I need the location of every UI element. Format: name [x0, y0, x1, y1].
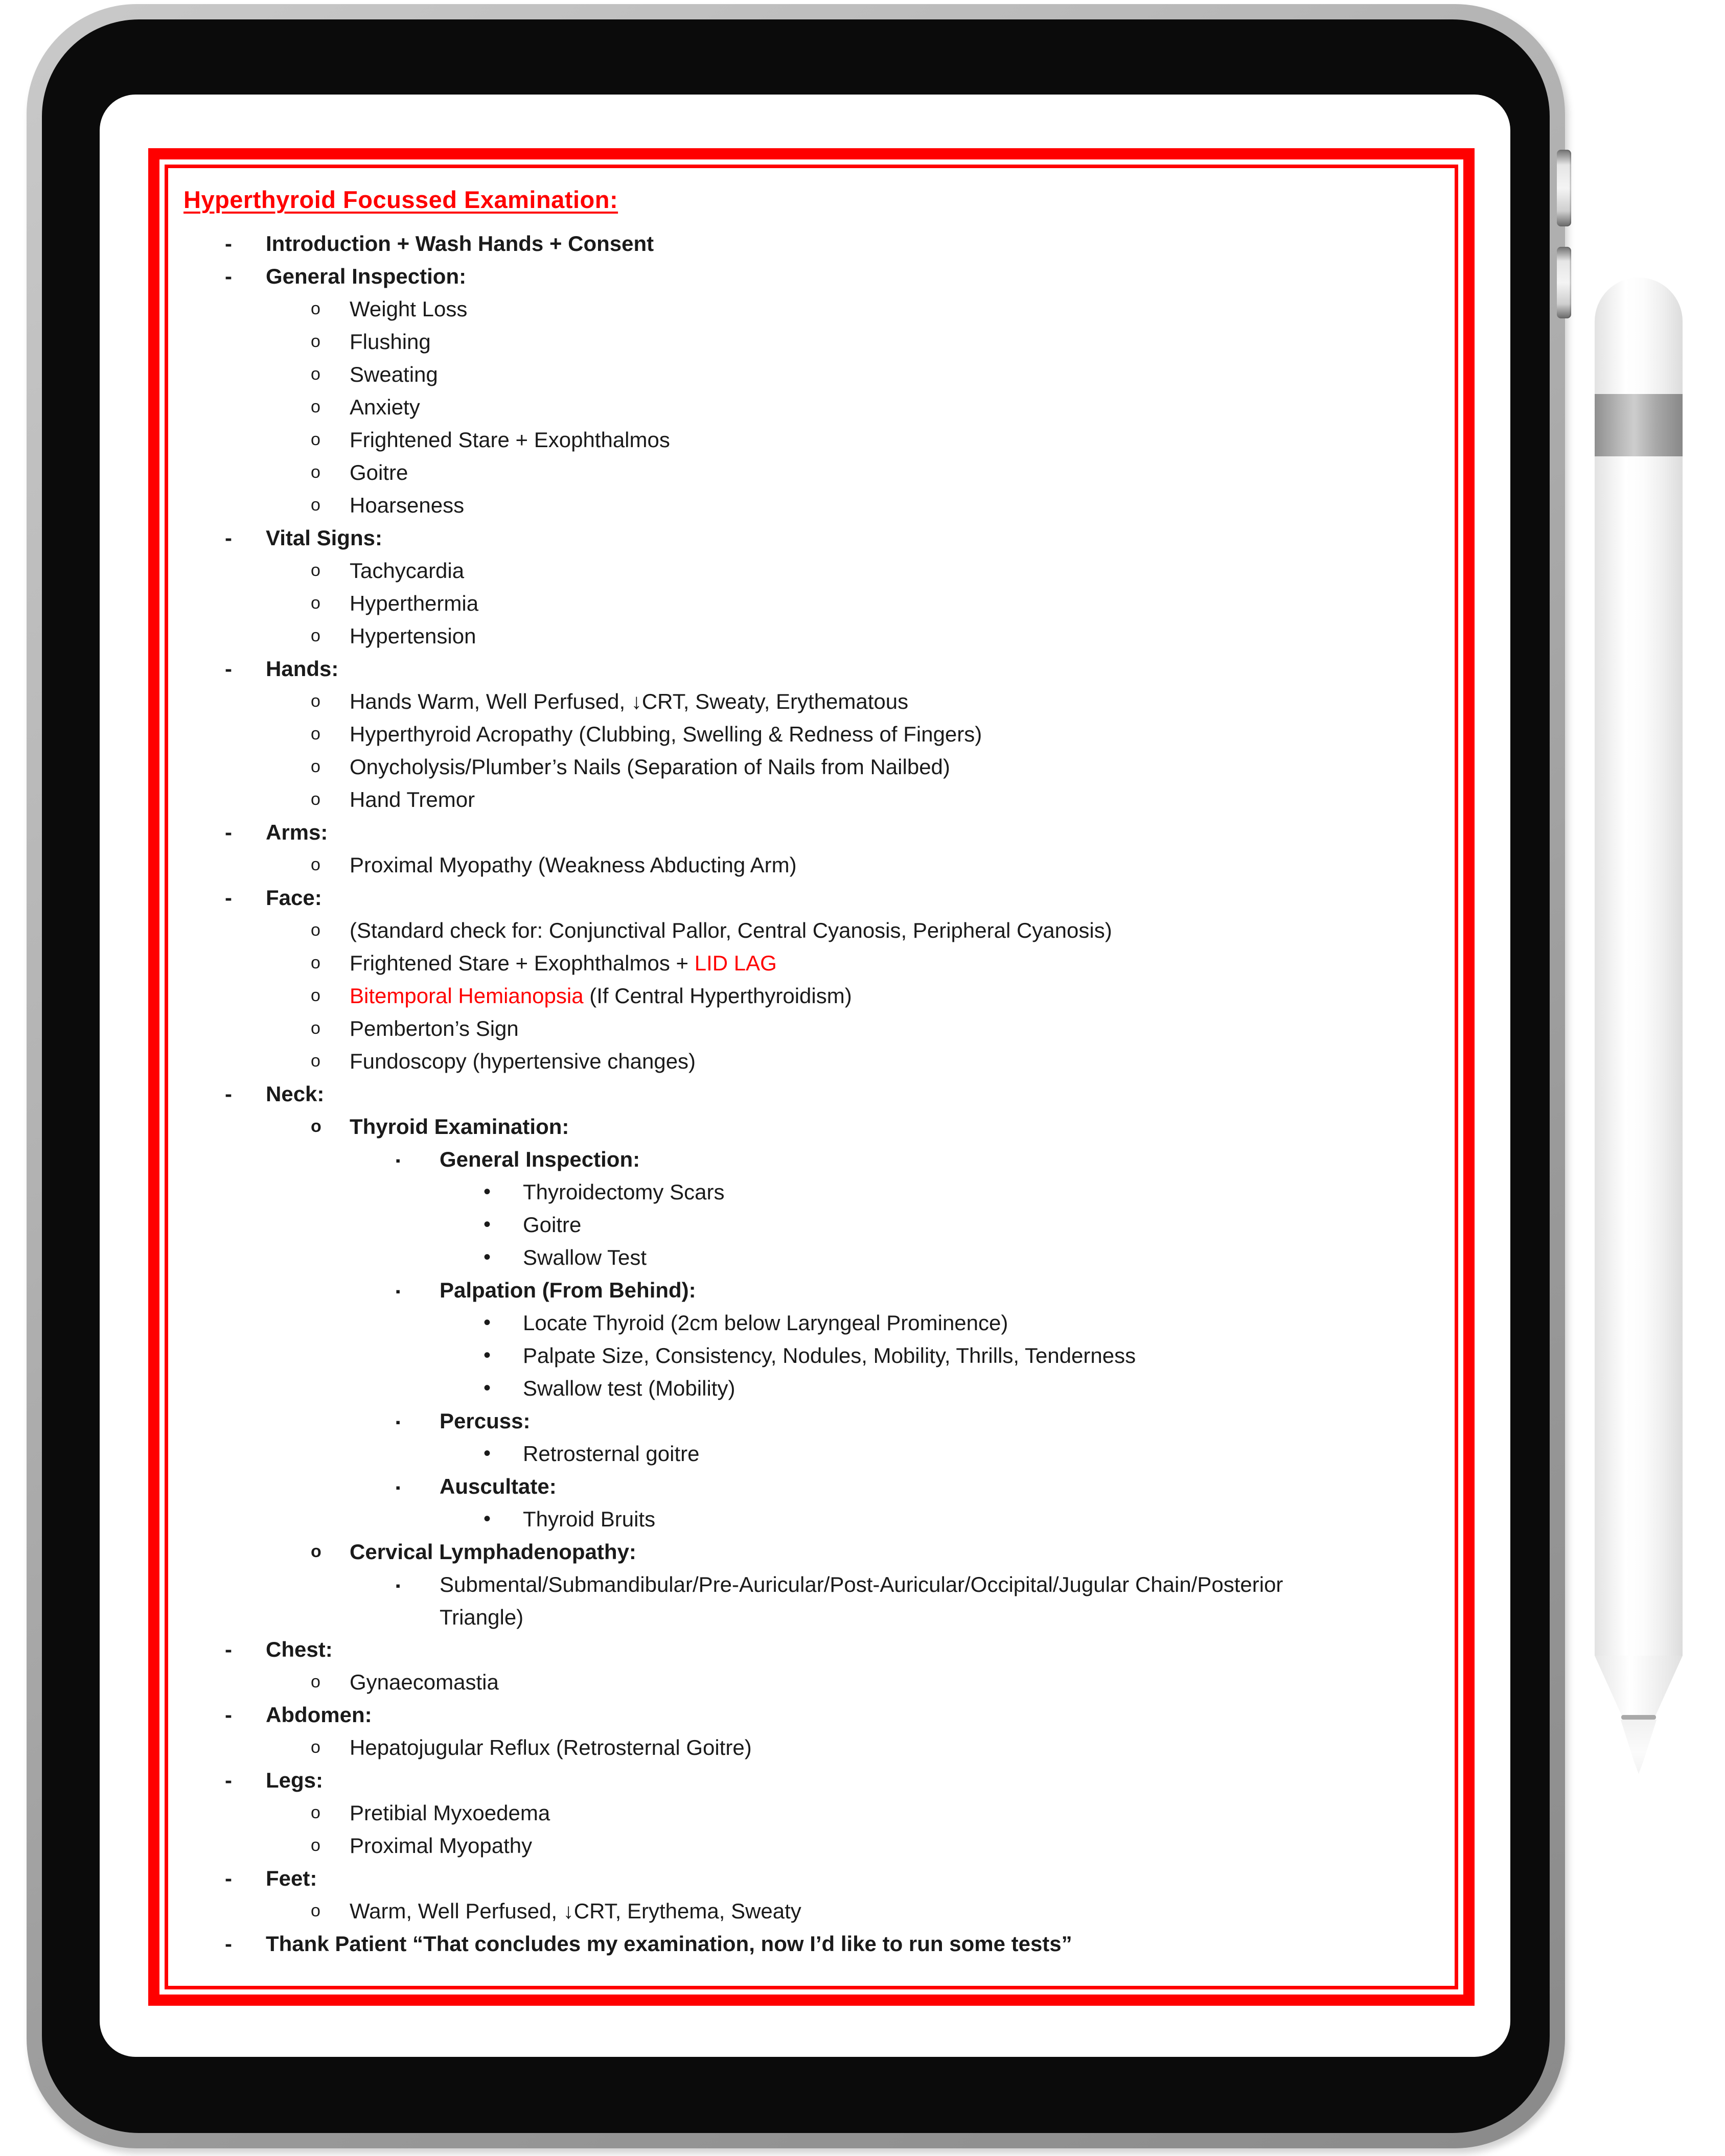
list-item [183, 620, 1439, 653]
list-item [183, 1731, 1439, 1764]
list-item-text: Abdomen: [266, 1703, 372, 1727]
list-item-text: Goitre [350, 460, 408, 484]
bullet-level-2-icon: o [311, 953, 320, 972]
list-item [183, 849, 1439, 882]
bullet-level-2-icon: o [311, 299, 320, 318]
list-item [183, 1176, 1439, 1209]
list-item-text: Hands: [266, 657, 339, 681]
bullet-level-2-icon: o [311, 593, 320, 613]
list-item [183, 489, 1439, 522]
list-item-text: Proximal Myopathy [350, 1834, 533, 1858]
bullet-level-3-icon: ▪ [396, 1153, 401, 1168]
list-item-text: Bitemporal Hemianopsia (If Central Hyperthyroidism) [350, 984, 852, 1008]
bullet-level-2-icon: o [311, 495, 320, 515]
list-item [183, 882, 1439, 914]
list-item [183, 1895, 1439, 1928]
bullet-level-1-icon: - [225, 231, 232, 256]
bullet-level-2-icon: o [311, 1737, 320, 1757]
list-item [183, 1241, 1439, 1274]
stylus-pencil [1595, 277, 1683, 1775]
bullet-level-4-icon: • [484, 1213, 491, 1236]
list-item [183, 783, 1439, 816]
list-item [183, 1274, 1439, 1307]
bullet-level-1-icon: - [225, 1082, 232, 1106]
bullet-level-1-icon: - [225, 886, 232, 910]
list-item-text: Retrosternal goitre [523, 1442, 700, 1466]
bullet-level-2-icon: o [311, 920, 320, 940]
list-item [183, 227, 1439, 260]
bullet-level-2-icon: o [311, 1836, 320, 1855]
list-item [183, 1928, 1439, 1960]
volume-up-button [1557, 150, 1571, 226]
bullet-level-1-icon: - [225, 1637, 232, 1661]
list-item [183, 1110, 1439, 1143]
list-item [183, 718, 1439, 751]
bullet-level-1-icon: - [225, 1768, 232, 1792]
list-item-text: General Inspection: [266, 264, 467, 288]
list-item [183, 1633, 1439, 1666]
bullet-level-2-icon: o [311, 790, 320, 809]
list-item [183, 1143, 1439, 1176]
bullet-level-1-icon: - [225, 657, 232, 681]
bullet-level-2-icon: o [311, 561, 320, 580]
list-item-text: Percuss: [440, 1409, 531, 1433]
bullet-level-3-icon: ▪ [396, 1480, 401, 1495]
bullet-level-2-icon: o [311, 626, 320, 645]
list-item [183, 1307, 1439, 1339]
list-item [183, 1438, 1439, 1470]
list-item-text: Feet: [266, 1866, 317, 1890]
list-item [183, 980, 1439, 1012]
list-item-text: Thank Patient “That concludes my examination, now I’d like to run some tests” [266, 1932, 1072, 1956]
bullet-level-2-icon: o [311, 1117, 321, 1136]
list-item-text: Thyroidectomy Scars [523, 1180, 725, 1204]
bullet-level-4-icon: • [484, 1442, 491, 1465]
pencil-silver-band [1595, 394, 1683, 456]
bullet-level-2-icon: o [311, 1018, 320, 1038]
bullet-level-4-icon: • [484, 1377, 491, 1399]
bullet-level-2-icon: o [311, 1542, 321, 1561]
bullet-level-4-icon: • [484, 1246, 491, 1268]
bullet-level-2-icon: o [311, 757, 320, 776]
list-item-text: Hypertension [350, 624, 476, 648]
document-border-inner [165, 165, 1458, 1989]
list-item [183, 947, 1439, 980]
list-item [183, 522, 1439, 554]
list-item-text: Tachycardia [350, 559, 465, 583]
tablet-screen [100, 95, 1510, 2057]
bullet-level-1-icon: - [225, 1866, 232, 1890]
list-item [183, 1372, 1439, 1405]
list-item [183, 587, 1439, 620]
list-item [183, 914, 1439, 947]
pencil-tip-ring [1621, 1715, 1656, 1720]
list-item [183, 1862, 1439, 1895]
list-item [183, 653, 1439, 685]
bullet-level-2-icon: o [311, 855, 320, 874]
list-item-text: Gynaecomastia [350, 1670, 499, 1694]
list-item-text: Submental/Submandibular/Pre-Auricular/Post-Auricular/Occipital/Jugular Chain/Posterior Triangle) [440, 1572, 1283, 1629]
list-item [183, 391, 1439, 424]
list-item-text: Auscultate: [440, 1474, 557, 1498]
bullet-level-2-icon: o [311, 332, 320, 351]
list-item [183, 1764, 1439, 1797]
list-item [183, 1503, 1439, 1536]
list-item-text: Hand Tremor [350, 787, 475, 812]
list-item-text: Palpate Size, Consistency, Nodules, Mobility, Thrills, Tenderness [523, 1343, 1136, 1367]
pencil-tip [1618, 1720, 1659, 1774]
bullet-level-2-icon: o [311, 691, 320, 711]
list-item-text: Locate Thyroid (2cm below Laryngeal Prominence) [523, 1311, 1008, 1335]
list-item [183, 424, 1439, 456]
list-item-text: Face: [266, 886, 322, 910]
bullet-level-2-icon: o [311, 462, 320, 482]
list-item-text: Pemberton’s Sign [350, 1016, 519, 1040]
list-item [183, 1470, 1439, 1503]
list-item-text: General Inspection: [440, 1147, 640, 1171]
list-item-text: Fundoscopy (hypertensive changes) [350, 1049, 696, 1073]
list-item [183, 816, 1439, 849]
list-item [183, 1568, 1439, 1633]
list-item-text: Vital Signs: [266, 526, 382, 550]
list-item [183, 1536, 1439, 1568]
list-item-text: Arms: [266, 820, 328, 844]
document-page [168, 168, 1455, 1986]
bullet-level-3-icon: ▪ [396, 1578, 401, 1593]
list-item [183, 260, 1439, 293]
list-item [183, 1045, 1439, 1078]
list-item-text: Anxiety [350, 395, 420, 419]
list-item [183, 1209, 1439, 1241]
bullet-level-1-icon: - [225, 526, 232, 550]
list-item-text: Hepatojugular Reflux (Retrosternal Goitre) [350, 1735, 752, 1759]
list-item [183, 1012, 1439, 1045]
list-item-text: Onycholysis/Plumber’s Nails (Separation of Nails from Nailbed) [350, 755, 950, 779]
bullet-level-2-icon: o [311, 430, 320, 449]
bullet-level-3-icon: ▪ [396, 1284, 401, 1299]
bullet-level-4-icon: • [484, 1344, 491, 1366]
list-item-text: Introduction + Wash Hands + Consent [266, 231, 654, 256]
list-item-text: Legs: [266, 1768, 324, 1792]
list-item-text: Cervical Lymphadenopathy: [350, 1540, 636, 1564]
bullet-level-1-icon: - [225, 264, 232, 288]
list-item-text: Goitre [523, 1213, 582, 1237]
bullet-level-2-icon: o [311, 1803, 320, 1822]
tablet-frame [27, 4, 1565, 2148]
list-item-text: Proximal Myopathy (Weakness Abducting Arm) [350, 853, 797, 877]
list-item-text: Hoarseness [350, 493, 465, 517]
list-item-text: Flushing [350, 330, 431, 354]
list-item-text: Frightened Stare + Exophthalmos [350, 428, 670, 452]
page-title: Hyperthyroid Focussed Examination: [183, 186, 618, 213]
list-item [183, 326, 1439, 358]
list-item-text: Pretibial Myxoedema [350, 1801, 550, 1825]
bullet-level-2-icon: o [311, 1901, 320, 1920]
list-item [183, 1339, 1439, 1372]
list-item [183, 751, 1439, 783]
bullet-level-2-icon: o [311, 986, 320, 1005]
pencil-taper [1595, 1656, 1683, 1716]
list-item [183, 1829, 1439, 1862]
list-item [183, 1666, 1439, 1699]
bullet-level-3-icon: ▪ [396, 1415, 401, 1430]
list-item-text: Hyperthermia [350, 591, 479, 615]
list-item [183, 358, 1439, 391]
bullet-level-4-icon: • [484, 1180, 491, 1203]
list-item-text: Sweating [350, 362, 438, 386]
list-item [183, 1699, 1439, 1731]
bullet-level-2-icon: o [311, 364, 320, 384]
list-item [183, 456, 1439, 489]
list-item-text: Swallow test (Mobility) [523, 1376, 735, 1400]
bullet-level-1-icon: - [225, 1932, 232, 1956]
list-item-text: (Standard check for: Conjunctival Pallor, Central Cyanosis, Peripheral Cyanosis) [350, 918, 1112, 942]
list-item-text: Frightened Stare + Exophthalmos + LID LAG [350, 951, 777, 975]
list-item-text: Thyroid Examination: [350, 1115, 569, 1139]
list-item-text: Warm, Well Perfused, ↓CRT, Erythema, Sweaty [350, 1899, 801, 1923]
list-item [183, 293, 1439, 326]
bullet-level-4-icon: • [484, 1311, 491, 1334]
list-item [183, 554, 1439, 587]
list-item-text: Chest: [266, 1637, 333, 1661]
list-item-text: Hyperthyroid Acropathy (Clubbing, Swelling & Redness of Fingers) [350, 722, 982, 746]
list-item [183, 1078, 1439, 1110]
list-item-text: Thyroid Bruits [523, 1507, 656, 1531]
list-item-text: Neck: [266, 1082, 325, 1106]
list-item-text: Hands Warm, Well Perfused, ↓CRT, Sweaty, Erythematous [350, 689, 909, 713]
bullet-level-2-icon: o [311, 724, 320, 744]
bullet-level-1-icon: - [225, 820, 232, 844]
list-item-text: Weight Loss [350, 297, 468, 321]
list-item-text: Palpation (From Behind): [440, 1278, 696, 1302]
volume-down-button [1557, 247, 1571, 318]
list-item [183, 1797, 1439, 1829]
list-item [183, 1405, 1439, 1438]
document-border [148, 148, 1475, 2006]
pencil-body [1595, 277, 1683, 1656]
bullet-level-2-icon: o [311, 1672, 320, 1691]
checklist [183, 227, 1439, 1960]
list-item-text: Swallow Test [523, 1245, 647, 1269]
bullet-level-1-icon: - [225, 1703, 232, 1727]
bullet-level-4-icon: • [484, 1508, 491, 1530]
list-item [183, 685, 1439, 718]
bullet-level-2-icon: o [311, 397, 320, 416]
bullet-level-2-icon: o [311, 1051, 320, 1071]
